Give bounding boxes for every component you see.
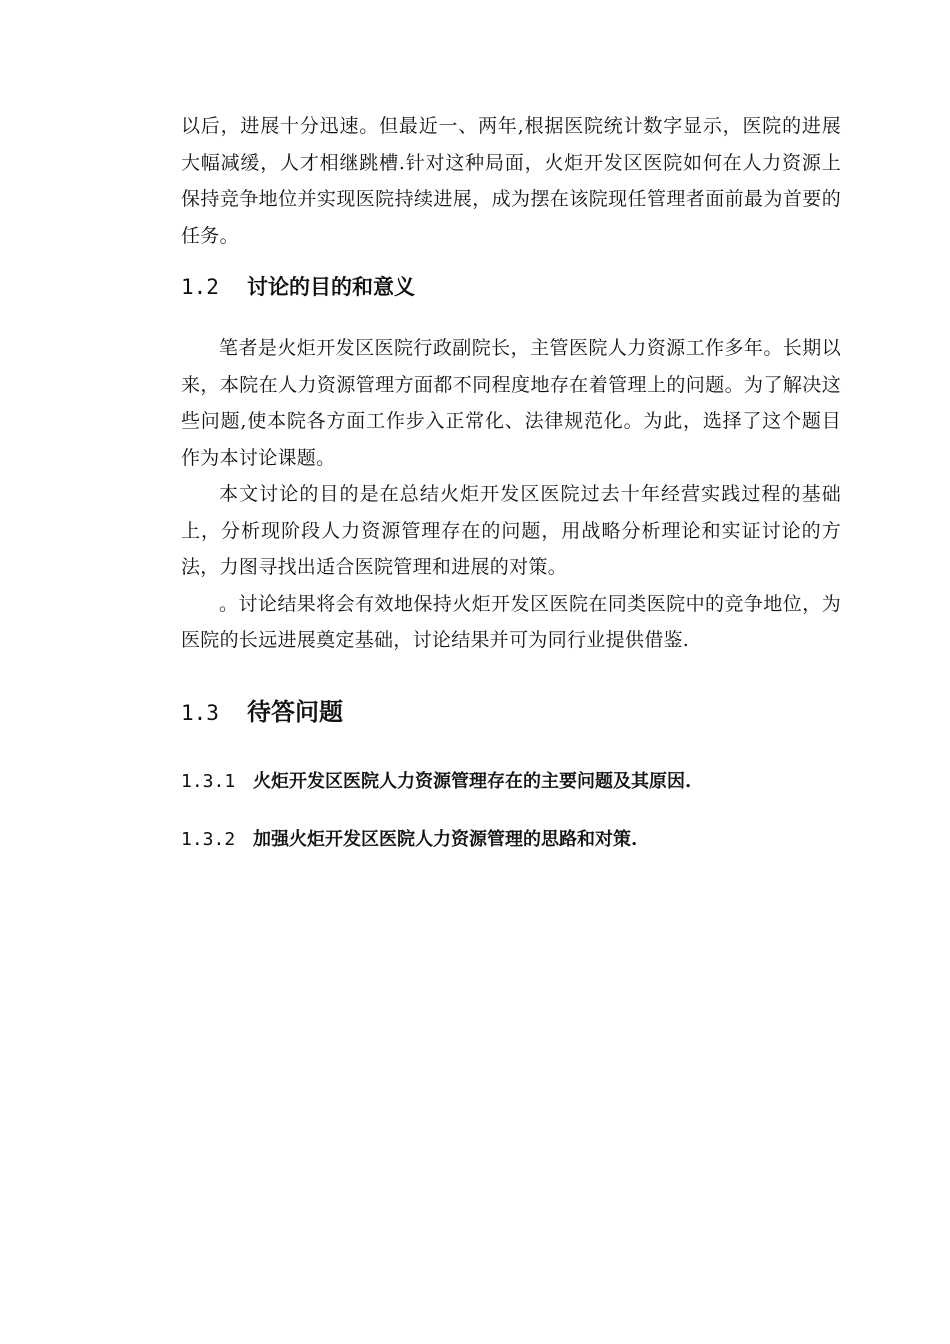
- section-title: 讨论的目的和意义: [247, 274, 415, 299]
- section-heading-1-3: [181, 695, 841, 730]
- section-number: 1.3: [181, 700, 219, 725]
- paragraph-author-background: 笔者是火炬开发区医院行政副院长，主管医院人力资源工作多年。长期以来，本院在人力资源管理方面都不同程度地存在着管理上的问题。为了解决这些问题,使本院各方面工作步入正常化、法律规范化。为此，选择了这个题目作为本讨论课题。: [181, 337, 841, 469]
- section-heading-1-2: [181, 272, 841, 302]
- subsection-title: 加强火炬开发区医院人力资源管理的思路和对策.: [253, 828, 638, 850]
- subsection-number: 1.3.2: [181, 828, 236, 850]
- paragraph-research-significance: 。讨论结果将会有效地保持火炬开发区医院在同类医院中的竞争地位，为医院的长远进展奠定基础，讨论结果并可为同行业提供借鉴.: [181, 592, 841, 651]
- subsection-heading-1-3-1: [181, 768, 841, 796]
- subsection-number: 1.3.1: [181, 770, 236, 792]
- paragraph-research-purpose: 本文讨论的目的是在总结火炬开发区医院过去十年经营实践过程的基础上，分析现阶段人力资源管理存在的问题，用战略分析理论和实证讨论的方法，力图寻找出适合医院管理和进展的对策。: [181, 483, 841, 578]
- section-title: 待答问题: [247, 696, 343, 726]
- subsection-title: 火炬开发区医院人力资源管理存在的主要问题及其原因.: [253, 770, 692, 792]
- subsection-heading-1-3-2: [181, 826, 841, 854]
- document-body: [181, 108, 841, 854]
- section-number: 1.2: [181, 275, 219, 299]
- intro-paragraph: 以后，进展十分迅速。但最近一、两年,根据医院统计数字显示，医院的进展大幅减缓，人才相继跳槽.针对这种局面，火炬开发区医院如何在人力资源上保持竞争地位并实现医院持续进展，成为摆在该院现任管理者面前最为首要的任务。: [181, 115, 841, 247]
